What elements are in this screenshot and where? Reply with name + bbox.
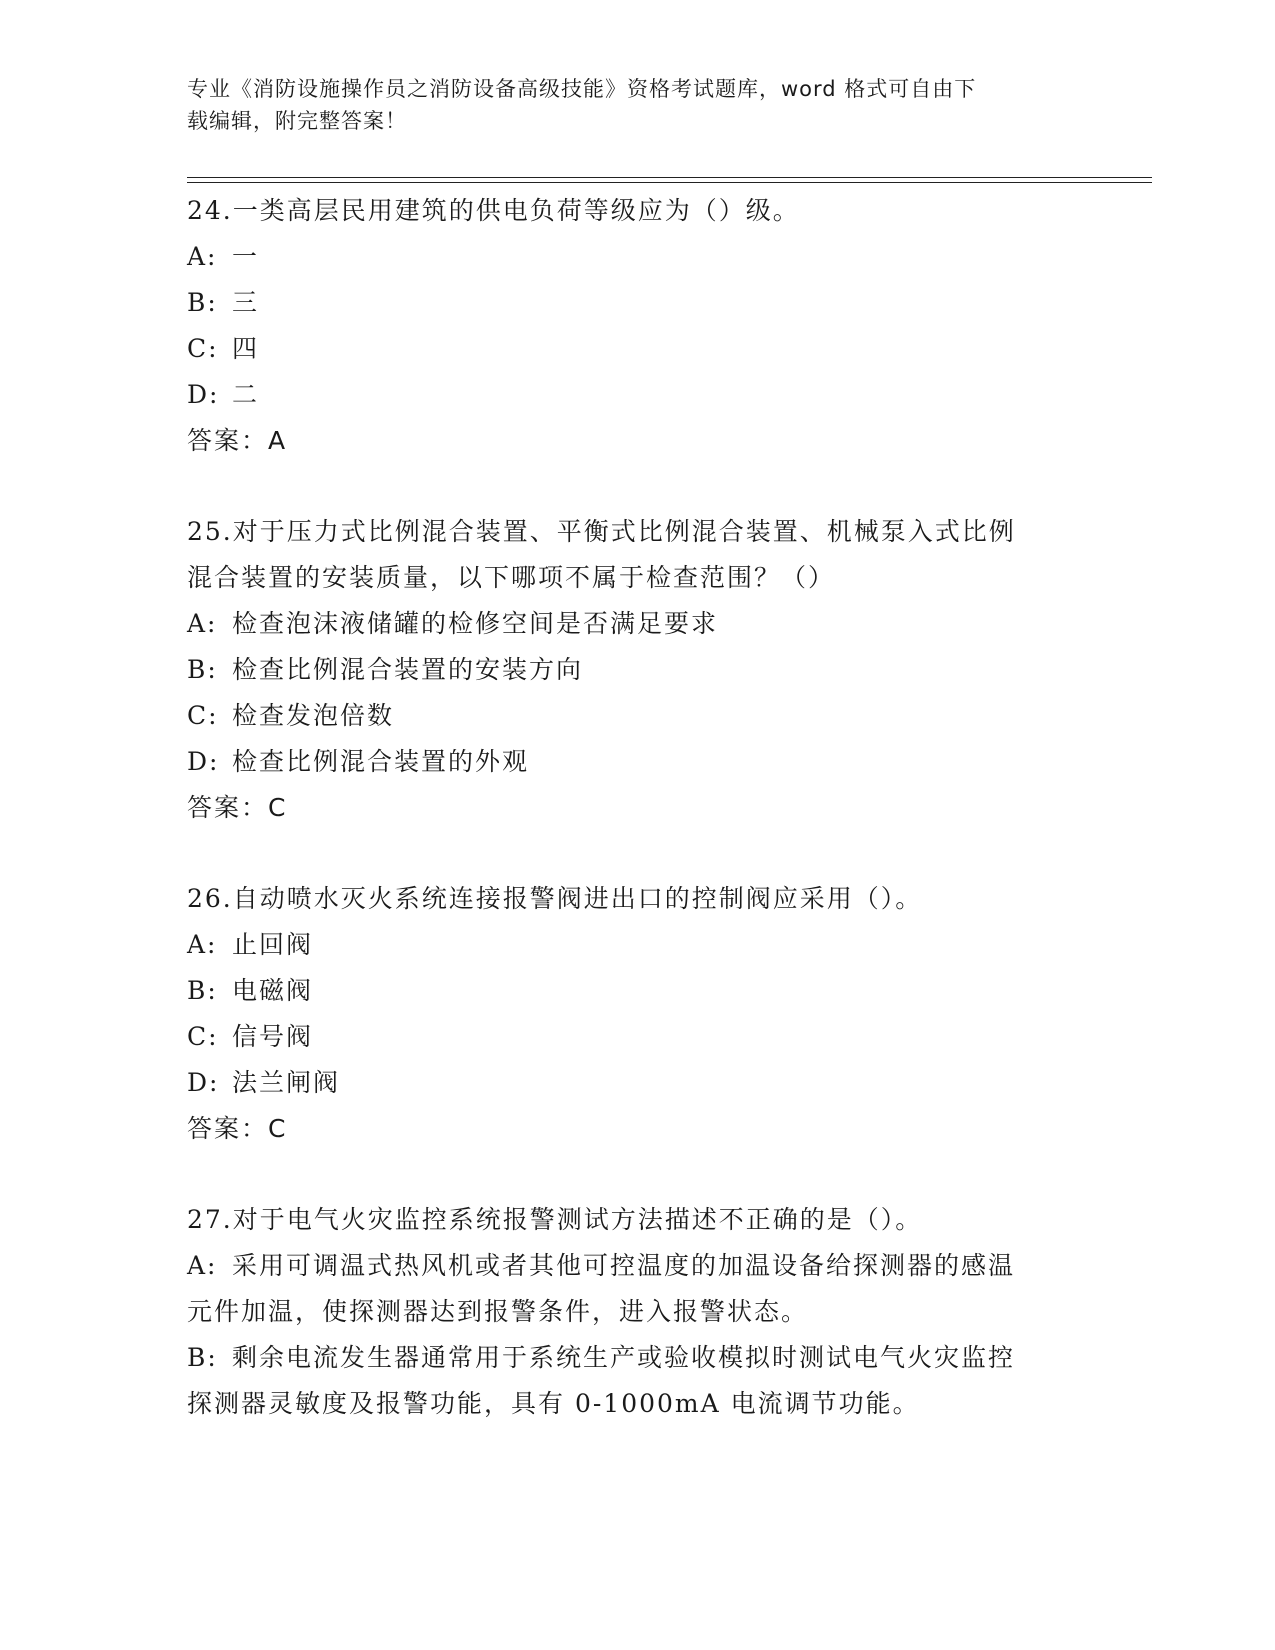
answer-option	[187, 739, 1087, 785]
option-letter: C:	[187, 334, 219, 363]
answer-option	[187, 1381, 1087, 1427]
option-letter: A:	[187, 242, 218, 271]
option-text: 探测器灵敏度及报警功能，具有 0-1000mA 电流调节功能。	[187, 1389, 920, 1418]
option-letter: B:	[187, 655, 218, 684]
answer-key: 答案：C	[187, 793, 288, 822]
option-text: 止回阀	[232, 930, 314, 959]
option-text: 元件加温，使探测器达到报警条件，进入报警状态。	[187, 1297, 809, 1326]
question-block	[187, 188, 1087, 464]
answer-option	[187, 968, 1087, 1014]
option-text: 检查泡沫液储罐的检修空间是否满足要求	[232, 609, 719, 638]
option-text: 采用可调温式热风机或者其他可控温度的加温设备给探测器的感温	[232, 1251, 1016, 1280]
option-letter: B:	[187, 976, 218, 1005]
option-text: 一	[232, 242, 260, 271]
question-stem: 25.对于压力式比例混合装置、平衡式比例混合装置、机械泵入式比例	[187, 517, 1016, 546]
option-text: 三	[232, 288, 260, 317]
answer-option	[187, 922, 1087, 968]
answer-option	[187, 280, 1087, 326]
option-text: 电磁阀	[232, 976, 314, 1005]
question-block	[187, 1197, 1087, 1427]
answer-option	[187, 326, 1087, 372]
option-letter: D:	[187, 747, 220, 776]
option-letter: B:	[187, 288, 218, 317]
question-stem: 24.一类高层民用建筑的供电负荷等级应为（）级。	[187, 196, 800, 225]
question-stem: 27.对于电气火灾监控系统报警测试方法描述不正确的是（）。	[187, 1205, 923, 1234]
answer-key: 答案：C	[187, 1114, 288, 1143]
answer-option	[187, 647, 1087, 693]
question-stem: 混合装置的安装质量，以下哪项不属于检查范围？（）	[187, 563, 836, 592]
option-text: 信号阀	[232, 1022, 314, 1051]
question-block	[187, 876, 1087, 1152]
option-letter: C:	[187, 701, 219, 730]
option-letter: B:	[187, 1343, 218, 1372]
option-letter: D:	[187, 1068, 220, 1097]
answer-option	[187, 1243, 1087, 1289]
option-text: 法兰闸阀	[232, 1068, 341, 1097]
answer-option	[187, 234, 1087, 280]
answer-option	[187, 601, 1087, 647]
option-letter: C:	[187, 1022, 219, 1051]
option-letter: A:	[187, 609, 218, 638]
document-header	[187, 73, 1087, 137]
option-text: 检查比例混合装置的外观	[232, 747, 530, 776]
answer-key: 答案：A	[187, 426, 288, 455]
question-block	[187, 509, 1087, 831]
answer-option	[187, 372, 1087, 418]
option-letter: A:	[187, 930, 218, 959]
answer-option	[187, 1289, 1087, 1335]
option-text: 剩余电流发生器通常用于系统生产或验收模拟时测试电气火灾监控	[232, 1343, 1016, 1372]
question-list	[187, 188, 1087, 1472]
header-line-1: 专业《消防设施操作员之消防设备高级技能》资格考试题库，word 格式可自由下	[187, 77, 977, 101]
answer-option	[187, 1335, 1087, 1381]
option-letter: D:	[187, 380, 220, 409]
question-stem: 26.自动喷水灭火系统连接报警阀进出口的控制阀应采用（）。	[187, 884, 923, 913]
header-line-2: 载编辑，附完整答案！	[187, 109, 407, 133]
option-text: 四	[232, 334, 260, 363]
answer-option	[187, 1014, 1087, 1060]
option-letter: A:	[187, 1251, 218, 1280]
option-text: 检查比例混合装置的安装方向	[232, 655, 584, 684]
option-text: 检查发泡倍数	[232, 701, 395, 730]
header-rule-top	[187, 177, 1152, 178]
header-rule-bottom	[187, 182, 1152, 183]
option-text: 二	[232, 380, 260, 409]
answer-option	[187, 693, 1087, 739]
answer-option	[187, 1060, 1087, 1106]
